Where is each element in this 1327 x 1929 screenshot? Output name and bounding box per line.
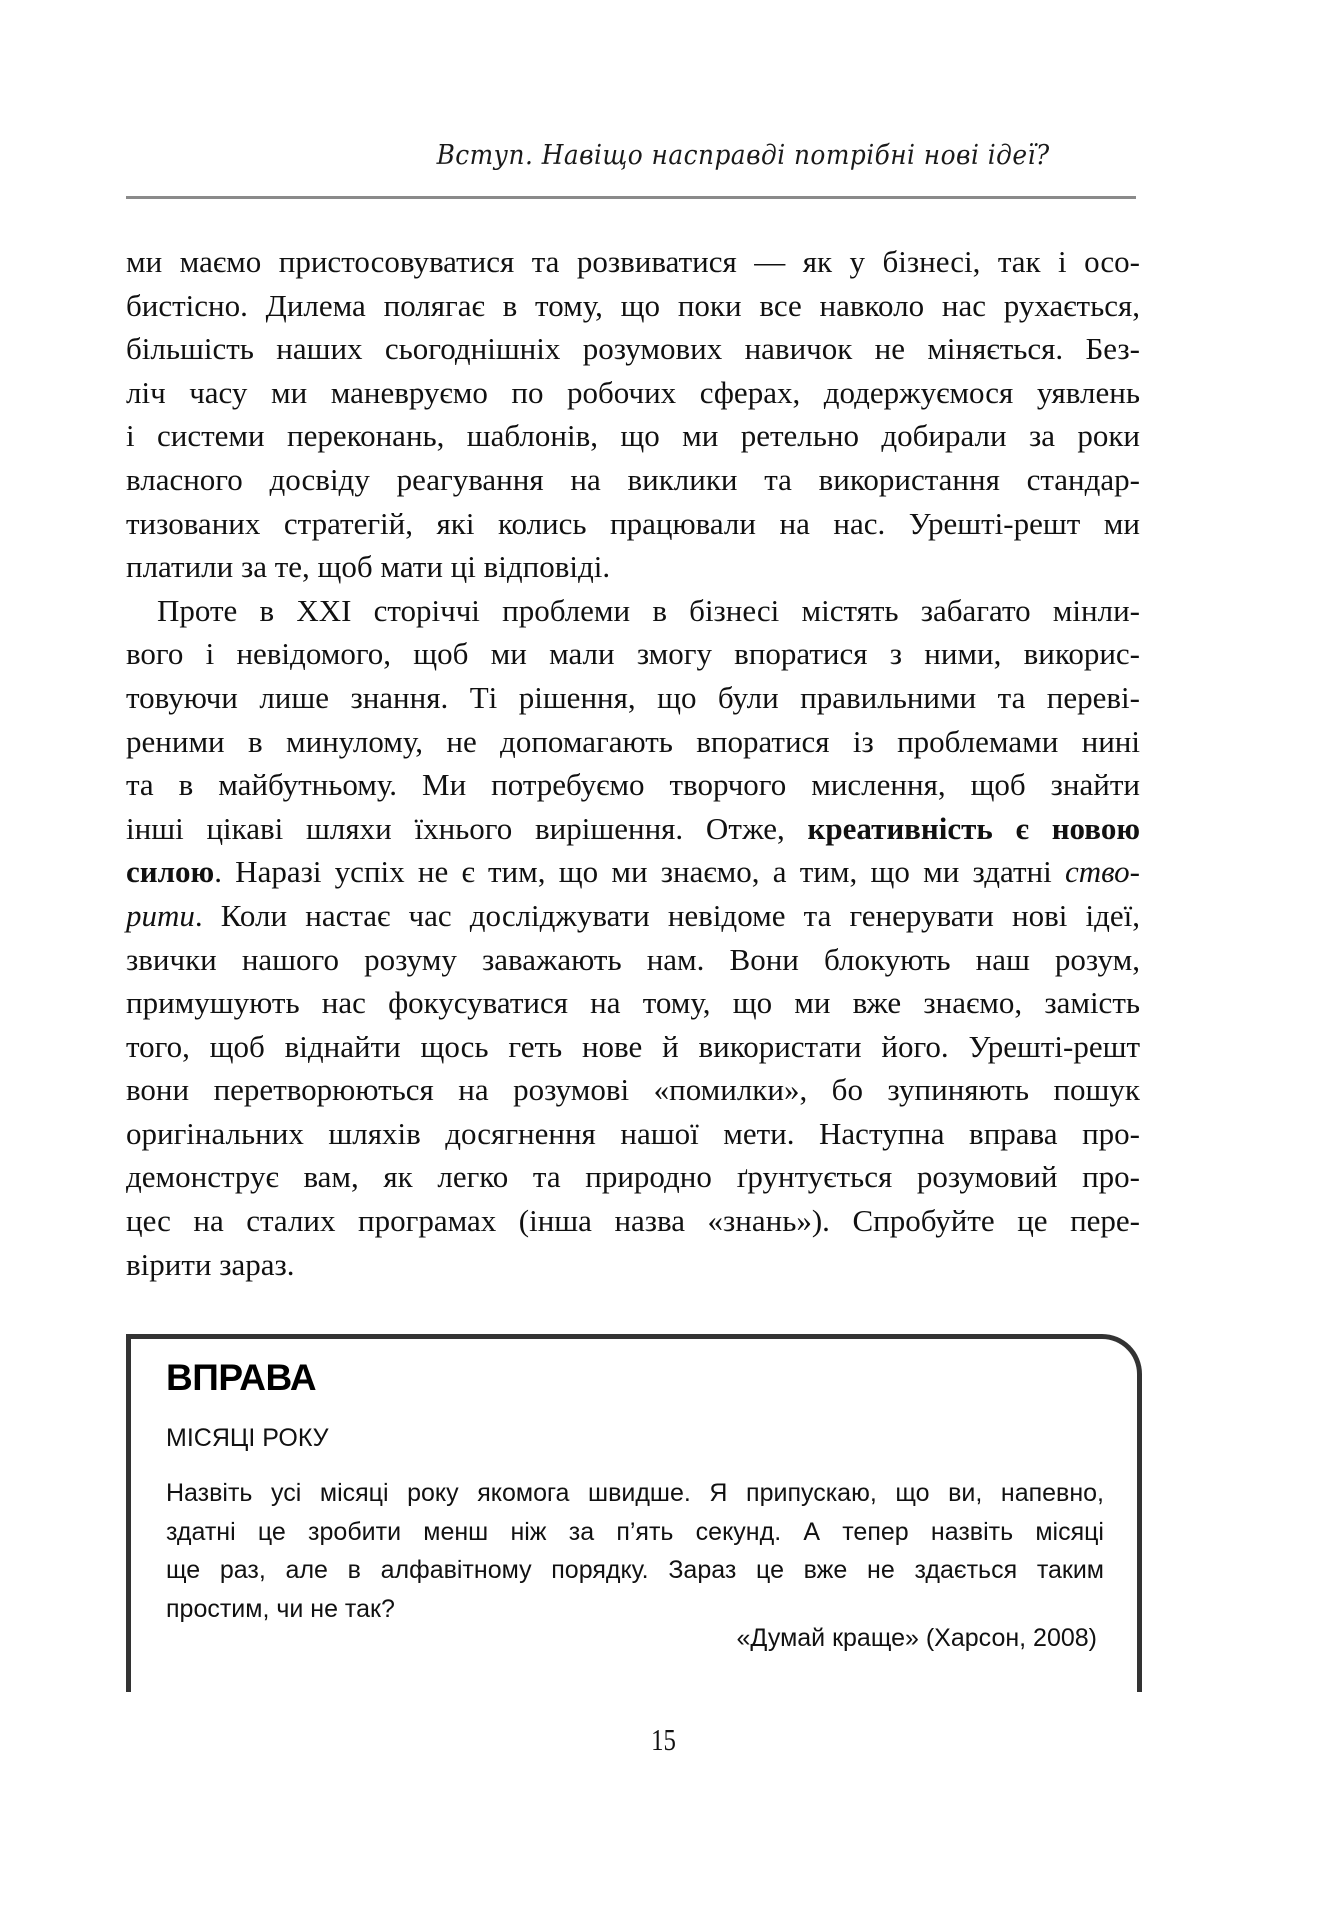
text-line — [126, 850, 1140, 894]
emphasis-italic: ство- — [1064, 854, 1140, 890]
text-line: вони перетворюються на розумові «помилки», бо зупиняють пошук — [126, 1072, 1140, 1108]
text-line: тизованих стратегій, які колись працювали на нас. Урешті-решт ми — [126, 505, 1140, 541]
text-line: ліч часу ми маневруємо по робочих сферах, додержуємося уявлень — [126, 374, 1140, 410]
text-line: здатні це зробити менш ніж за п’ять секунд. А тепер назвіть місяці — [166, 1517, 1104, 1546]
text-line: та в майбутньому. Ми потребуємо творчого мислення, щоб знайти — [126, 767, 1140, 803]
text-line: реними в минулому, не допомагають впоратися із проблемами нині — [126, 723, 1140, 759]
text-line: оригінальних шляхів досягнення нашої мети. Наступна вправа про- — [126, 1115, 1140, 1151]
text-segment: інші цікаві шляхи їхнього вирішення. Отже, — [126, 810, 808, 846]
text-line: цес на сталих програмах (інша назва «знань»). Спробуйте це пере- — [126, 1203, 1140, 1239]
emphasis-bold: силою — [126, 854, 215, 890]
text-line: примушують нас фокусуватися на тому, що ми вже знаємо, замість — [126, 985, 1140, 1021]
running-head-title: Вступ. Навіщо насправді потрібні нові ідеї? — [436, 140, 1050, 171]
text-line: бистісно. Дилема полягає в тому, що поки все навколо нас рухається, — [126, 287, 1140, 323]
page-number-text: 15 — [651, 1722, 676, 1757]
text-line — [126, 894, 1140, 938]
emphasis-italic: рити — [126, 897, 195, 933]
text-line: товуючи лише знання. Ті рішення, що були правильними та переві- — [126, 679, 1140, 715]
text-line: вого і невідомого, щоб ми мали змогу впоратися з ними, викорис- — [126, 636, 1140, 672]
text-segment: . Коли настає час досліджувати невідоме та генерувати нові ідеї, — [194, 897, 1140, 933]
text-line: більшість наших сьогоднішніх розумових навичок не міняється. Без- — [126, 331, 1140, 367]
header-rule-divider — [126, 196, 1136, 199]
text-line: того, щоб віднайти щось геть нове й використати його. Урешті-решт — [126, 1028, 1140, 1064]
text-line: простим, чи не так? — [166, 1594, 395, 1623]
text-line: Назвіть усі місяці року якомога швидше. Я припускаю, що ви, напевно, — [166, 1479, 1104, 1507]
text-line: Проте в XXI сторіччі проблеми в бізнесі містять забагато мінли- — [157, 592, 1140, 628]
text-line: платили за те, щоб мати ці відповіді. — [126, 549, 611, 585]
text-line: і системи переконань, шаблонів, що ми ретельно добирали за роки — [126, 418, 1140, 454]
text-line: вірити зараз. — [126, 1246, 295, 1282]
main-body-text — [126, 240, 1140, 1286]
paragraph-2 — [126, 589, 1140, 1287]
exercise-box — [126, 1334, 1142, 1692]
text-segment: . Наразі успіх не є тим, що ми знаємо, а тим, що ми здатні — [214, 854, 1065, 890]
emphasis-bold: креативність є новою — [807, 810, 1141, 846]
text-line: звички нашого розуму заважають нам. Вони блокують наш розум, — [126, 941, 1140, 977]
exercise-source-citation: «Думай краще» (Харсон, 2008) — [736, 1624, 1097, 1652]
exercise-instructions — [166, 1474, 1104, 1628]
text-line — [126, 807, 1140, 851]
exercise-subtitle: МІСЯЦІ РОКУ — [166, 1424, 329, 1452]
paragraph-1 — [126, 240, 1140, 589]
exercise-title: ВПРАВА — [166, 1357, 317, 1398]
text-line: власного досвіду реагування на виклики та використання стандар- — [126, 461, 1140, 497]
text-line: ще раз, але в алфавітному порядку. Зараз це вже не здається таким — [166, 1556, 1104, 1584]
text-line: ми маємо пристосовуватися та розвиватися — як у бізнесі, так і осо- — [126, 244, 1140, 279]
page-number — [0, 1722, 1327, 1758]
text-line: демонструє вам, як легко та природно ґрунтується розумовий про- — [126, 1159, 1140, 1195]
